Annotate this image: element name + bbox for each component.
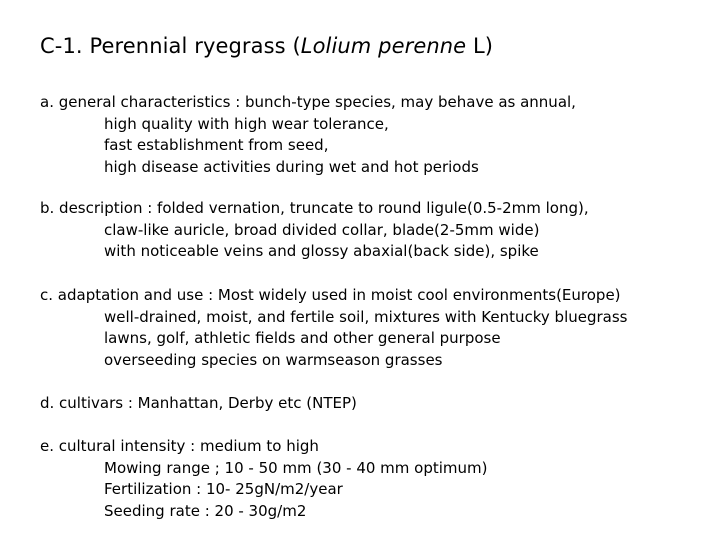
section-first-line: a. general characteristics : bunch-type species, may behave as annual, — [40, 93, 576, 111]
section-first-line: d. cultivars : Manhattan, Derby etc (NTEP) — [40, 394, 357, 412]
section-adaptation-and-use — [40, 285, 628, 371]
title-latin-name: Lolium perenne — [300, 34, 467, 58]
section-first-line: b. description : folded vernation, truncate to round ligule(0.5-2mm long), — [40, 199, 589, 217]
section-cultural-intensity — [40, 436, 488, 522]
section-line: claw-like auricle, broad divided collar, blade(2-5mm wide) — [104, 220, 540, 239]
section-line: with noticeable veins and glossy abaxial(back side), spike — [104, 242, 539, 260]
section-general-characteristics — [40, 92, 576, 178]
section-first-line: e. cultural intensity : medium to high — [40, 437, 319, 455]
section-line: overseeding species on warmseason grasses — [104, 350, 443, 369]
title-prefix: C-1. Perennial ryegrass ( — [40, 34, 301, 58]
section-line: well-drained, moist, and fertile soil, mixtures with Kentucky bluegrass — [104, 307, 628, 326]
section-line: fast establishment from seed, — [104, 136, 329, 154]
title-suffix: L) — [466, 34, 494, 58]
section-line: lawns, golf, athletic fields and other general purpose — [104, 329, 501, 347]
section-description — [40, 198, 589, 263]
section-line: high disease activities during wet and hot periods — [104, 157, 479, 176]
section-line: Seeding rate : 20 - 30g/m2 — [104, 501, 307, 520]
page-title — [40, 30, 493, 62]
section-line: Fertilization : 10- 25gN/m2/year — [104, 480, 343, 498]
section-line: Mowing range ; 10 - 50 mm (30 - 40 mm optimum) — [104, 458, 488, 477]
section-line: high quality with high wear tolerance, — [104, 114, 389, 133]
section-first-line: c. adaptation and use : Most widely used in moist cool environments(Europe) — [40, 286, 621, 304]
section-cultivars — [40, 393, 357, 415]
